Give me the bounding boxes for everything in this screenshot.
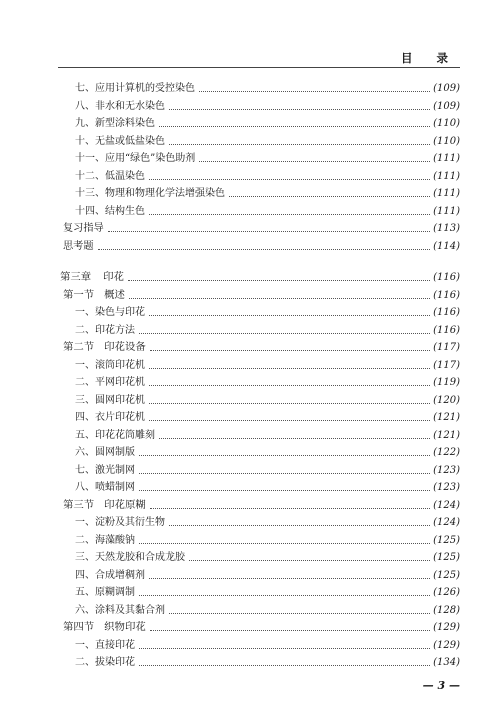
toc-entry-title: 三、圆网印花机 <box>75 394 145 406</box>
toc-entry-title: 四、合成增稠剂 <box>75 569 145 581</box>
dot-leader <box>149 179 430 180</box>
toc-section-row[interactable] <box>0 339 500 356</box>
dot-leader <box>150 508 430 509</box>
header-title: 目 录 <box>400 51 458 65</box>
toc-section-row[interactable] <box>0 619 500 636</box>
toc-entry-row[interactable] <box>0 392 500 409</box>
toc-entry-row[interactable] <box>0 168 500 185</box>
dot-leader <box>139 543 430 544</box>
dot-leader <box>149 403 430 404</box>
dot-leader <box>169 144 430 145</box>
toc-entry-label: 印花 <box>103 271 124 283</box>
toc-entry-row[interactable] <box>0 462 500 479</box>
toc-entry-row[interactable] <box>0 220 500 237</box>
toc-page-number: (121) <box>433 429 460 441</box>
toc-entry-row[interactable] <box>0 357 500 374</box>
toc-page-number: (111) <box>433 170 460 182</box>
toc-entry-title: 五、原糊调制 <box>75 587 135 598</box>
toc-entry-title: 四、衣片印花机 <box>75 412 145 423</box>
toc-entry-number: 第三节 <box>63 498 95 511</box>
toc-entry-number: 第三章 <box>60 271 92 283</box>
toc-page-number: (110) <box>433 118 460 129</box>
toc-page-number: (125) <box>433 534 460 546</box>
toc-entry-row[interactable] <box>0 409 500 426</box>
toc-page-number: (114) <box>433 240 460 252</box>
dot-leader <box>150 630 430 631</box>
toc-page-number: (129) <box>433 639 460 651</box>
dot-leader <box>129 298 430 299</box>
toc-page-number: (120) <box>433 394 460 406</box>
toc-page-number: (111) <box>433 188 460 199</box>
toc-page-number: (124) <box>433 499 460 511</box>
dot-leader <box>159 126 430 127</box>
toc-entry-title: 一、染色与印花 <box>75 307 145 318</box>
toc-entry-title: 七、应用计算机的受控染色 <box>75 83 195 94</box>
dot-leader <box>149 315 430 316</box>
toc-entry-row[interactable] <box>0 567 500 584</box>
toc-page-number: (125) <box>433 552 460 563</box>
toc-entry-label: 织物印花 <box>104 621 146 633</box>
toc-entry-row[interactable] <box>0 532 500 549</box>
dot-leader <box>150 350 430 351</box>
toc-entry-title: 十三、物理和物理化学法增强染色 <box>75 188 225 199</box>
dot-leader <box>169 109 430 110</box>
toc-entry-title: 五、印花花筒雕刻 <box>75 429 155 441</box>
toc-entry-title: 三、天然龙胶和合成龙胶 <box>75 552 185 563</box>
toc-entry-row[interactable] <box>0 150 500 167</box>
toc-entry-label: 概述 <box>104 288 125 301</box>
toc-entry-row[interactable] <box>0 654 500 671</box>
toc-entry-title: 复习指导 <box>63 223 104 234</box>
dot-leader <box>139 490 430 491</box>
toc-entry-title: 九、新型涂料染色 <box>75 118 155 129</box>
page-number: — 3 — <box>422 679 460 692</box>
running-header <box>58 50 460 68</box>
toc-entry-title <box>63 339 146 356</box>
toc-entry-row[interactable] <box>0 549 500 566</box>
toc-entry-title: 八、喷蜡制网 <box>75 482 135 493</box>
toc-page-number: (128) <box>433 604 460 616</box>
toc-entry-title <box>63 287 125 304</box>
toc-section-row[interactable] <box>0 497 500 514</box>
toc-entry-title: 八、非水和无水染色 <box>75 100 165 112</box>
toc-entry-row[interactable] <box>0 479 500 496</box>
dot-leader <box>189 560 430 561</box>
toc-entry-row[interactable] <box>0 637 500 654</box>
toc-entry-row[interactable] <box>0 133 500 150</box>
toc-page-number: (110) <box>433 135 460 147</box>
toc-page-number: (116) <box>433 289 460 301</box>
toc-page-number: (123) <box>433 464 460 476</box>
toc-entry-title: 六、圆网制版 <box>75 447 135 458</box>
toc-entry-row[interactable] <box>0 304 500 321</box>
toc-entry-label: 印花设备 <box>104 341 146 353</box>
toc-entry-title <box>60 269 124 286</box>
toc-entry-row[interactable] <box>0 427 500 444</box>
dot-leader <box>149 420 430 421</box>
dot-leader <box>139 648 430 649</box>
dot-leader <box>139 665 430 666</box>
toc-entry-row[interactable] <box>0 584 500 601</box>
toc-entry-title: 二、海藻酸钠 <box>75 534 135 546</box>
dot-leader <box>139 473 430 474</box>
toc-page-number: (116) <box>433 307 460 318</box>
toc-page-number: (116) <box>433 324 460 336</box>
toc-page-number: (111) <box>433 153 460 164</box>
toc-page-number: (122) <box>433 447 460 458</box>
dot-leader <box>149 385 430 386</box>
toc-entry-title: 二、印花方法 <box>75 324 135 336</box>
toc-entry-row[interactable] <box>0 514 500 531</box>
toc-entry-title: 六、涂料及其黏合剂 <box>75 604 165 616</box>
toc-entry-row[interactable] <box>0 238 500 255</box>
toc-entry-title: 十四、结构生色 <box>75 205 145 217</box>
toc-chapter-row[interactable] <box>0 269 500 286</box>
toc-entry-row[interactable] <box>0 80 500 97</box>
toc-entry-title: 一、滚筒印花机 <box>75 359 145 371</box>
toc-page-number: (129) <box>433 622 460 633</box>
toc-entry-row[interactable] <box>0 322 500 339</box>
toc-page-number: (113) <box>433 223 460 234</box>
dot-leader <box>199 91 430 92</box>
toc-entry-title: 思考题 <box>63 240 94 252</box>
toc-page-number: (124) <box>433 517 460 528</box>
dot-leader <box>229 196 430 197</box>
dot-leader <box>149 368 430 369</box>
toc-entry-title: 十二、低温染色 <box>75 170 145 182</box>
dot-leader <box>169 525 430 526</box>
dot-leader <box>199 161 430 162</box>
toc-entry-row[interactable] <box>0 374 500 391</box>
toc-page-number: (125) <box>433 569 460 581</box>
toc-entry-row[interactable] <box>0 444 500 461</box>
toc-page-number: (119) <box>433 377 460 388</box>
toc-entry-row[interactable] <box>0 602 500 619</box>
dot-leader <box>139 595 430 596</box>
dot-leader <box>139 333 430 334</box>
toc-page-number: (116) <box>433 272 460 283</box>
toc-section-row[interactable] <box>0 287 500 304</box>
dot-leader <box>169 613 430 614</box>
toc-entry-number: 第二节 <box>63 341 95 353</box>
dot-leader <box>159 438 430 439</box>
toc-entry-title <box>63 619 146 636</box>
toc-entry-title <box>63 497 146 514</box>
toc-page-number: (134) <box>433 657 460 668</box>
toc-page-number: (109) <box>433 83 460 94</box>
toc-entry-row[interactable] <box>0 98 500 115</box>
toc-entry-title: 十一、应用“绿色”染色助剂 <box>75 153 196 164</box>
toc-entry-title: 二、平网印花机 <box>75 377 145 388</box>
dot-leader <box>149 214 430 215</box>
toc-entry-title: 一、淀粉及其衍生物 <box>75 517 165 528</box>
dot-leader <box>128 280 430 281</box>
dot-leader <box>98 249 430 250</box>
toc-page-number: (121) <box>433 412 460 423</box>
toc-page-number: (117) <box>433 359 460 371</box>
toc-entry-title: 一、直接印花 <box>75 639 135 651</box>
dot-leader <box>108 231 430 232</box>
dot-leader <box>149 578 430 579</box>
toc-entry-title: 七、激光制网 <box>75 464 135 476</box>
toc-entry-title: 十、无盐或低盐染色 <box>75 135 165 147</box>
toc-page-number: (123) <box>433 482 460 493</box>
toc-page-number: (117) <box>433 342 460 353</box>
toc-page-number: (109) <box>433 100 460 112</box>
toc-entry-row[interactable] <box>0 203 500 220</box>
toc-entry-label: 印花原糊 <box>104 498 146 511</box>
toc-entry-title: 二、拔染印花 <box>75 657 135 668</box>
toc-entry-row[interactable] <box>0 115 500 132</box>
toc-page-number: (111) <box>433 205 460 217</box>
toc-page-number: (126) <box>433 587 460 598</box>
dot-leader <box>139 455 430 456</box>
toc-entry-row[interactable] <box>0 185 500 202</box>
toc-entry-number: 第四节 <box>63 621 95 633</box>
toc-entry-number: 第一节 <box>63 288 95 301</box>
